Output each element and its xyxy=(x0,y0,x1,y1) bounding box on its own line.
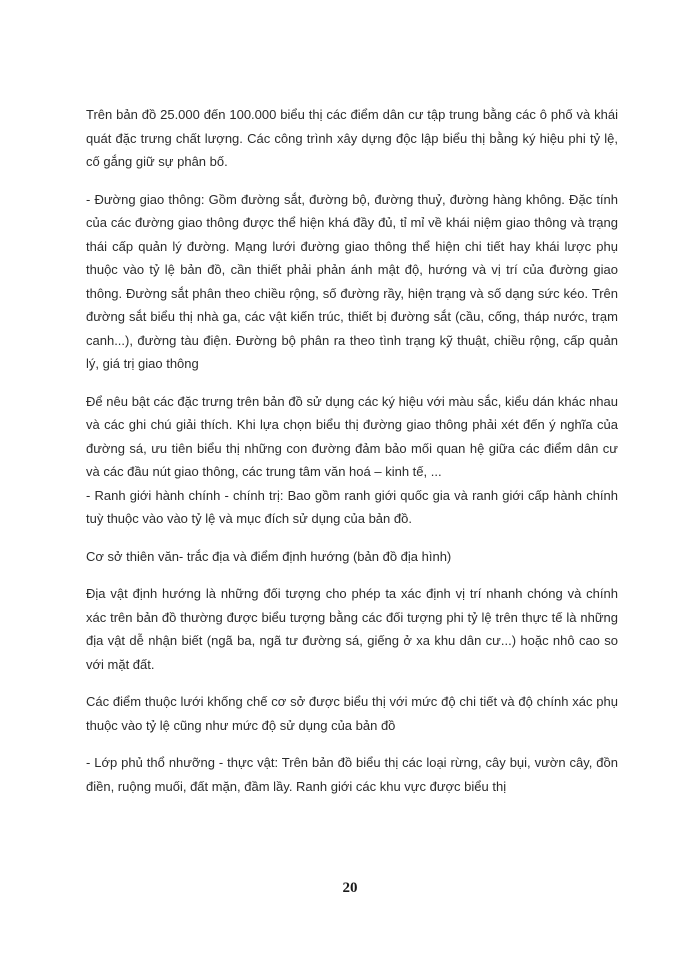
paragraph-transportation: - Đường giao thông: Gồm đường sắt, đường bộ, đường thuỷ, đường hàng không. Đặc tính của các đường giao thông được thể hiện khá đầy đủ, tỉ mỉ về khái niệm giao thông và trạng thái cấp quản lý đường. Mạng lưới đường giao thông thể hiện chi tiết hay khái lược phụ thuộc vào tỷ lệ bản đồ, cần thiết phải phản ánh mật độ, hướng và vị trí của đường giao thông. Đường sắt phân theo chiều rộng, số đường rầy, hiện trạng và số dạng sức kéo. Trên đường sắt biểu thị nhà ga, các vật kiến trúc, thiết bị đường sắt (cầu, cống, tháp nước, trạm canh...), đường tàu điện. Đường bộ phân ra theo tình trạng kỹ thuật, chiều rộng, cấp quản lý, giá trị giao thông xyxy=(86,191,618,371)
paragraph-landmarks: Địa vật định hướng là những đối tượng cho phép ta xác định vị trí nhanh chóng và chính xác trên bản đồ thường được biểu tượng bằng các đối tượng phi tỷ lệ trên thực tế là những địa vật dễ nhận biết (ngã ba, ngã tư đường sá, giếng ở xa khu dân cư...) hoặc nhô cao so với mặt đất. xyxy=(86,586,618,672)
paragraph-geodetic-heading: Cơ sở thiên văn- trắc địa và điểm định hướng (bản đồ địa hình) xyxy=(86,548,452,564)
paragraph-vegetation: - Lớp phủ thổ nhưỡng - thực vật: Trên bản đồ biểu thị các loại rừng, cây bụi, vườn cây, đồn điền, ruộng muối, đất mặn, đầm lầy. Ranh giới các khu vực được biểu thị xyxy=(86,755,618,794)
document-body xyxy=(86,103,618,812)
paragraph-settlements: Trên bản đồ 25.000 đến 100.000 biểu thị các điểm dân cư tập trung bằng các ô phố và khái quát đặc trưng chất lượng. Các công trình xây dựng độc lập biểu thị bằng ký hiệu phi tỷ lệ, cố gắng giữ sự phân bố. xyxy=(86,107,618,169)
page-number: 20 xyxy=(342,880,358,896)
paragraph-control-points: Các điểm thuộc lưới khống chế cơ sở được biểu thị với mức độ chi tiết và độ chính xác phụ thuộc vào tỷ lệ cũng như mức độ sử dụng của bản đồ xyxy=(86,694,618,733)
paragraph-boundaries: - Ranh giới hành chính - chính trị: Bao gồm ranh giới quốc gia và ranh giới cấp hành chính tuỳ thuộc vào vào tỷ lệ và mục đích sử dụng của bản đồ. xyxy=(86,487,618,526)
paragraph-symbols: Để nêu bật các đặc trưng trên bản đồ sử dụng các ký hiệu với màu sắc, kiểu dán khác nhau và các ghi chú giải thích. Khi lựa chọn biểu thị đường giao thông phải xét đến ý nghĩa của đường sá, ưu tiên biểu thị những con đường đảm bảo mối quan hệ giữa các điểm dân cư và các đầu nút giao thông, các trung tâm văn hoá – kinh tế, ... xyxy=(86,393,618,479)
